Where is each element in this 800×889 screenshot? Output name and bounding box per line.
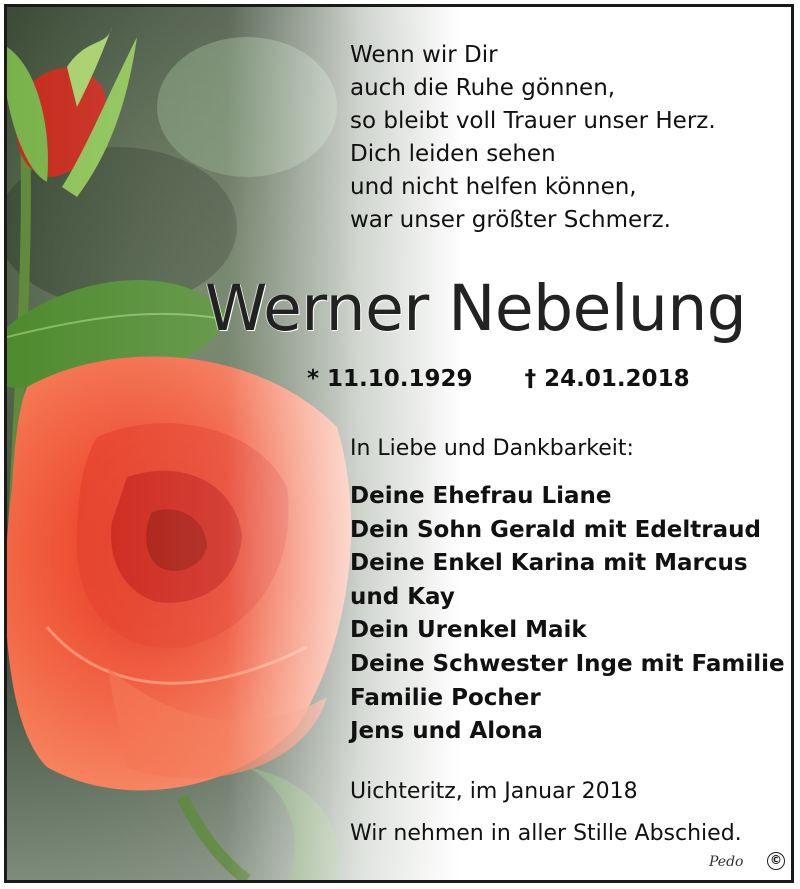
copyright-icon: © xyxy=(767,852,785,870)
obituary-card xyxy=(4,4,794,883)
designer-signature: Pedo xyxy=(709,854,744,870)
poem-line: Dich leiden sehen xyxy=(350,141,556,167)
list-item: Familie Pocher xyxy=(350,684,541,711)
closing-line: Wir nehmen in aller Stille Abschied. xyxy=(350,821,742,846)
list-item: Jens und Alona xyxy=(350,718,543,745)
list-item: Dein Sohn Gerald mit Edeltraud xyxy=(350,516,761,543)
list-item: Deine Schwester Inge mit Familie xyxy=(350,650,785,677)
list-item: und Kay xyxy=(350,583,455,610)
poem-verse xyxy=(350,39,716,237)
poem-line: so bleibt voll Trauer unser Herz. xyxy=(350,108,716,134)
place-and-date: Uichteritz, im Januar 2018 xyxy=(350,779,638,804)
life-dates xyxy=(307,363,690,395)
mourners-list xyxy=(350,480,785,749)
poem-line: Wenn wir Dir xyxy=(350,42,498,68)
deceased-name: Werner Nebelung xyxy=(205,272,747,345)
death-date: † 24.01.2018 xyxy=(524,366,690,392)
poem-line: auch die Ruhe gönnen, xyxy=(350,75,616,101)
poem-line: und nicht helfen können, xyxy=(350,174,637,200)
list-item: Deine Ehefrau Liane xyxy=(350,483,612,509)
poem-line: war unser größter Schmerz. xyxy=(350,207,671,233)
dedication-intro: In Liebe und Dankbarkeit: xyxy=(350,436,634,461)
list-item: Deine Enkel Karina mit Marcus xyxy=(350,550,748,577)
birth-date: * 11.10.1929 xyxy=(307,366,473,392)
list-item: Dein Urenkel Maik xyxy=(350,617,587,644)
